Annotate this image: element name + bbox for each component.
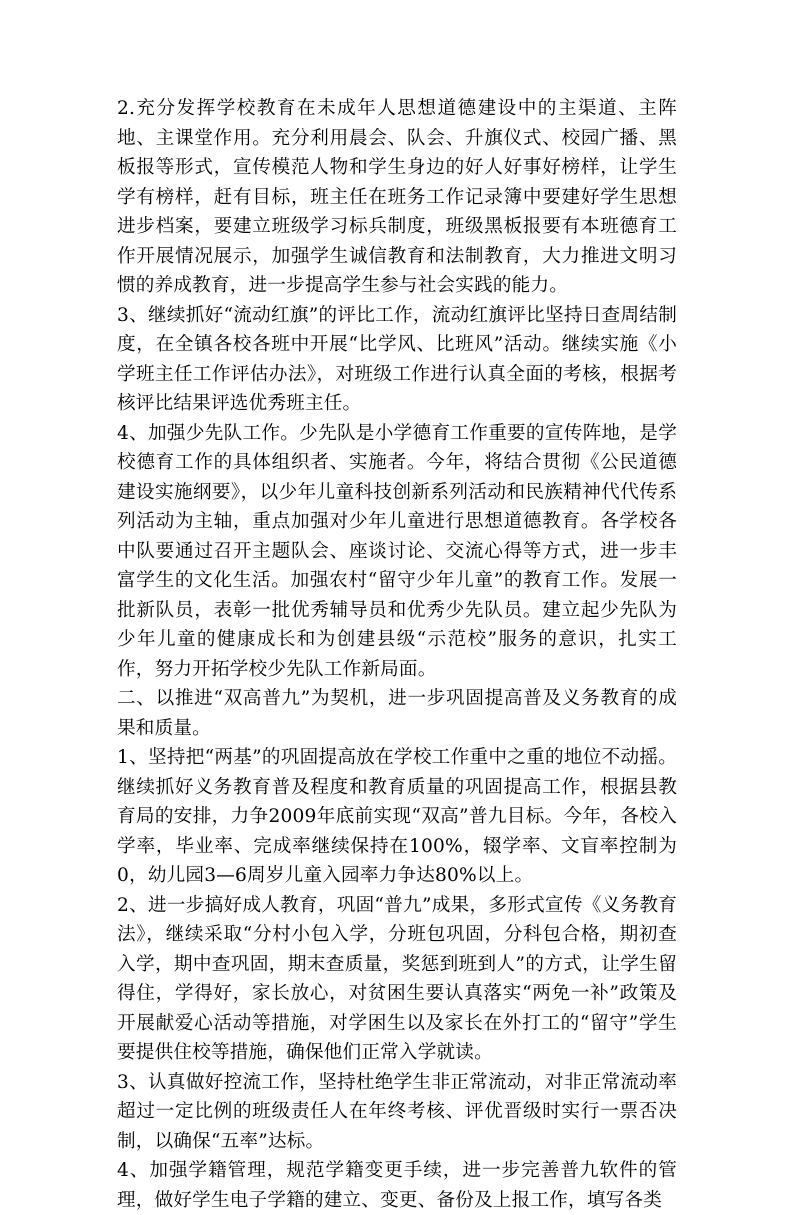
section-heading-two: 二、以推进“双高普九”为契机，进一步巩固提高普及义务教育的成果和质量。: [117, 688, 677, 739]
paragraph-student-records: 4、加强学籍管理，规范学籍变更手续，进一步完善普九软件的管理，做好学生电子学籍的建立、变更、备份及上报工作，填写各类: [117, 1160, 677, 1211]
paragraph-young-pioneers: 4、加强少先队工作。少先队是小学德育工作重要的宣传阵地，是学校德育工作的具体组织者、实施者。今年，将结合贯彻《公民道德建设实施纲要》，以少年儿童科技创新系列活动和民族精神代代传系列活动为主轴，重点加强对少年儿童进行思想道德教育。各学校各中队要通过召开主题队会、座谈讨论、交流心得等方式，进一步丰富学生的文化生活。加强农村“留守少年儿童”的教育工作。发展一批新队员，表彰一批优秀辅导员和优秀少先队员。建立起少先队为少年儿童的健康成长和为创建县级“示范校”服务的意识，扎实工作，努力开拓学校少先队工作新局面。: [117, 422, 677, 680]
paragraph-dropout-control: 3、认真做好控流工作，坚持杜绝学生非正常流动，对非正常流动率超过一定比例的班级责任人在年终考核、评优晋级时实行一票否决制，以确保“五率”达标。: [117, 1071, 677, 1152]
paragraph-moral-education-channel: 2.充分发挥学校教育在未成年人思想道德建设中的主渠道、主阵地、主课堂作用。充分利用晨会、队会、升旗仪式、校园广播、黑板报等形式，宣传模范人物和学生身边的好人好事好榜样，让学生学有榜样，赶有目标，班主任在班务工作记录簿中要建好学生思想进步档案，要建立班级学习标兵制度，班级黑板报要有本班德育工作开展情况展示，加强学生诚信教育和法制教育，大力推进文明习惯的养成教育，进一步提高学生参与社会实践的能力。: [117, 98, 677, 296]
document-body: [117, 94, 677, 1215]
paragraph-adult-education: 2、进一步搞好成人教育，巩固“普九”成果，多形式宣传《义务教育法》，继续采取“分村小包入学，分班包巩固，分科包合格，期初查入学，期中查巩固，期末查质量，奖惩到班到人”的方式，让学生留得住，学得好，家长放心，对贫困生要认真落实“两免一补”政策及开展献爱心活动等措施，对学困生以及家长在外打工的“留守”学生要提供住校等措施，确保他们正常入学就读。: [117, 894, 677, 1063]
paragraph-two-basics: 1、坚持把“两基”的巩固提高放在学校工作重中之重的地位不动摇。继续抓好义务教育普及程度和教育质量的巩固提高工作，根据县教育局的安排，力争2009年底前实现“双高”普九目标。今年，各校入学率，毕业率、完成率继续保持在100%，辍学率、文盲率控制为0，幼儿园3—6周岁儿童入园率力争达80%以上。: [117, 747, 677, 886]
paragraph-red-flag-evaluation: 3、继续抓好“流动红旗”的评比工作，流动红旗评比坚持日查周结制度，在全镇各校各班中开展“比学风、比班风”活动。继续实施《小学班主任工作评估办法》，对班级工作进行认真全面的考核，根据考核评比结果评选优秀班主任。: [117, 304, 677, 414]
